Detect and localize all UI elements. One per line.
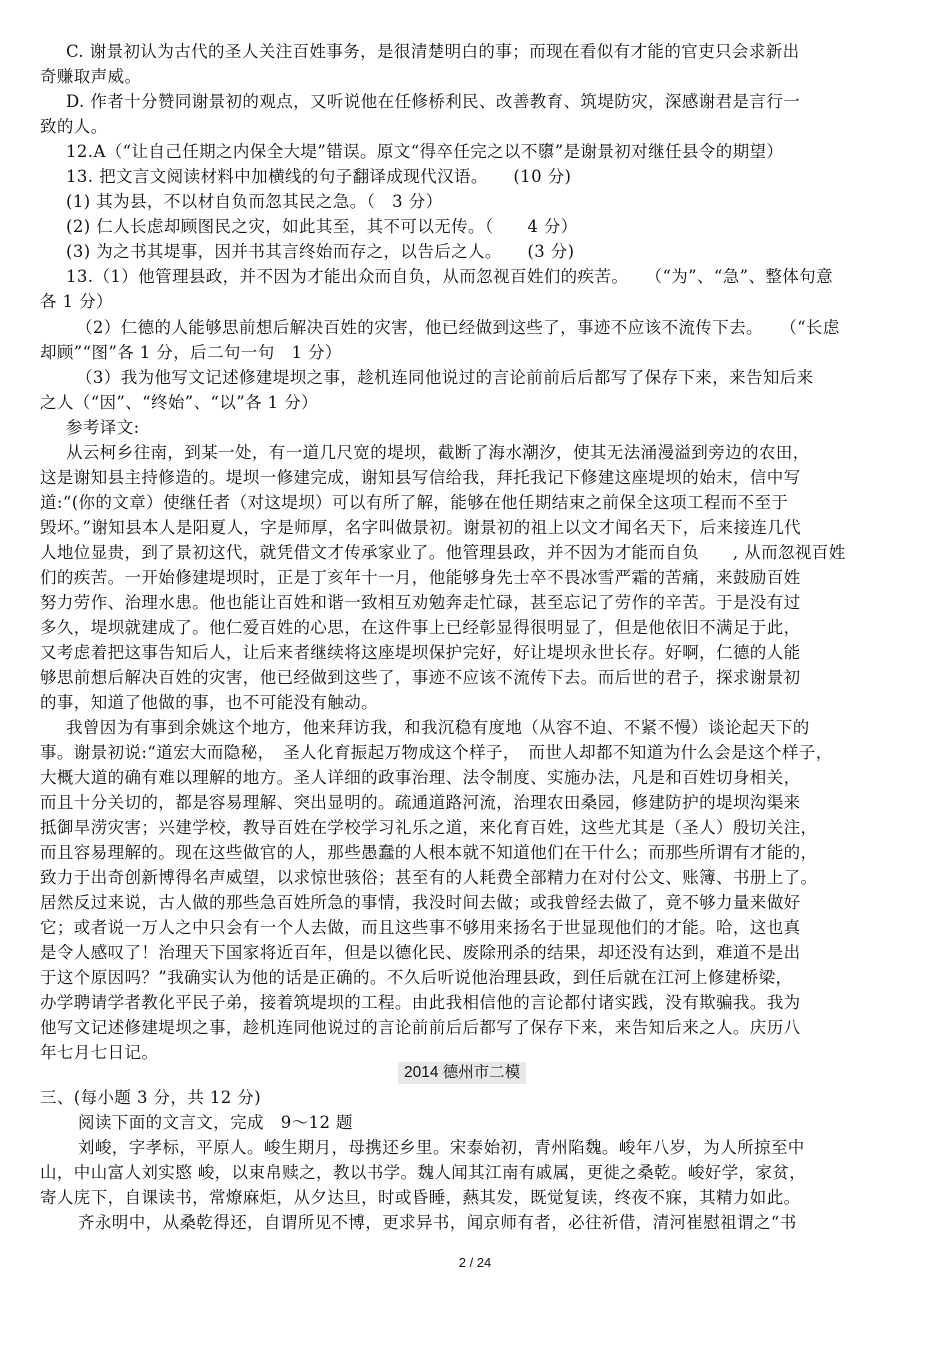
- text-line: 道:“(你的文章）使继任者（对这堤坝）可以有所了解，能够在他任期结束之前保全这项工程而不至于: [40, 493, 789, 512]
- text-line: 抵御旱涝灾害；兴建学校，教导百姓在学校学习礼乐之道，来化育百姓，这些尤其是（圣人）殷切关注，: [40, 818, 818, 837]
- text-line: （3）我为他写文记述修建堤坝之事，趁机连同他说过的言论前前后后都写了保存下来，来告知后来: [76, 368, 814, 387]
- text-line: 又考虑着把这事告知后人，让后来者继续将这座堤坝保护完好，好让堤坝永世长存。好啊，仁德的人能: [40, 643, 801, 662]
- text-line: 山，中山富人刘实愍 峻，以束帛赎之，教以书学。魏人闻其江南有戚属，更徙之桑乾。峻好学，家贫，: [40, 1163, 807, 1182]
- text-line: C. 谢景初认为古代的圣人关注百姓事务，是很清楚明白的事；而现在看似有才能的官吏只会求新出: [66, 42, 800, 61]
- text-line: 这是谢知县主持修造的。堤坝一修建完成，谢知县写信给我，拜托我记下修建这座堤坝的始末，信中写: [40, 468, 801, 487]
- text-line: 办学聘请学者教化平民子弟，接着筑堤坝的工程。由此我相信他的言论都付诸实践，没有欺骗我。我为: [40, 993, 801, 1012]
- text-line: 我曾因为有事到余姚这个地方，他来拜访我，和我沉稳有度地（从容不迫、不紧不慢）谈论起天下的: [66, 718, 810, 737]
- text-line: 而且容易理解的。现在这些做官的人，那些愚蠢的人根本就不知道他们在干什么；而那些所谓有才能的，: [40, 843, 818, 862]
- text-line: (1) 其为县，不以材自负而忽其民之急。（ 3 分）: [66, 192, 443, 211]
- text-line: 奇赚取声威。: [40, 67, 142, 86]
- text-line: 他写文记述修建堤坝之事，趁机连同他说过的言论前前后后都写了保存下来，来告知后来之人。庆历八: [40, 1018, 801, 1037]
- text-line: 而且十分关切的，都是容易理解、突出显明的。疏通道路河流，治理农田桑园，修建防护的堤坝沟渠来: [40, 793, 801, 812]
- section-heading: 2014 德州市二模: [398, 1062, 526, 1084]
- text-line: 们的疾苦。一开始修建堤坝时，正是丁亥年十一月，他能够身先士卒不畏冰雪严霜的苦痛，来鼓励百姓: [40, 568, 801, 587]
- text-line: 12.A（“让自己任期之内保全大堤”错误。原文“得卒任完之以不隳”是谢景初对继任县令的期望）: [66, 142, 784, 161]
- text-line: 于这个原因吗？”我确实认为他的话是正确的。不久后听说他治理县政，到任后就在江河上修建桥梁，: [40, 968, 793, 987]
- text-line: 它；或者说一万人之中只会有一个人去做，而且这些事不够用来扬名于世显现他们的才能。哈，这也真: [40, 918, 801, 937]
- text-line: 人地位显贵，到了景初这代，就凭借文才传承家业了。他管理县政，并不因为才能而自负 , 从而忽视百姓: [40, 543, 846, 562]
- text-line: 之人（“因”、“终始”、“以”各 1 分）: [40, 393, 318, 412]
- text-line: 齐永明中，从桑乾得还，自谓所见不博，更求异书，闻京师有者，必往祈借，清河崔慰祖谓之“书: [78, 1213, 797, 1232]
- section-intro-line: 三、(每小题 3 分，共 12 分): [40, 1088, 262, 1107]
- text-line: (2) 仁人长虑却顾图民之灾，如此其至，其不可以无传。（ 4 分）: [66, 217, 578, 236]
- text-line: 阅读下面的文言文，完成 9～12 题: [78, 1113, 353, 1132]
- text-line: 13.（1）他管理县政，并不因为才能出众而自负，从而忽视百姓们的疾苦。 （“为”、“急”、整体句意: [66, 267, 833, 286]
- text-line: 够思前想后解决百姓的灾害，他已经做到这些了，事迹不应该不流传下去。而后世的君子，探求谢景初: [40, 668, 801, 687]
- text-line: 寄人庑下，自课读书，常燎麻炬，从夕达旦，时或昏睡，爇其发，既觉复读，终夜不寐，其精力如此。: [40, 1188, 801, 1207]
- text-line: 大概大道的确有难以理解的地方。圣人详细的政事治理、法令制度、实施办法，凡是和百姓切身相关，: [40, 768, 801, 787]
- text-line: 致的人。: [40, 117, 108, 136]
- text-line: 致力于出奇创新博得名声威望，以求惊世骇俗；甚至有的人耗费全部精力在对付公文、账簿、书册上了。: [40, 868, 818, 887]
- text-line: 各 1 分）: [40, 292, 113, 311]
- page-number: 2 / 24: [458, 1255, 492, 1270]
- text-line: 参考译文:: [66, 418, 140, 437]
- text-line: D. 作者十分赞同谢景初的观点，又听说他在任修桥利民、改善教育、筑堤防灾，深感谢君是言行一: [66, 92, 801, 111]
- text-line: 刘峻，字孝标，平原人。峻生期月，母携还乡里。宋泰始初，青州陷魏。峻年八岁，为人所掠至中: [78, 1138, 805, 1157]
- text-line: 年七月七日记。: [40, 1043, 159, 1062]
- text-line: 从云柯乡往南，到某一处，有一道几尺宽的堤坝，截断了海水潮汐，使其无法涌漫溢到旁边的农田，: [66, 443, 810, 462]
- text-line: 13. 把文言文阅读材料中加横线的句子翻译成现代汉语。 (10 分): [66, 167, 572, 186]
- text-line: 多久，堤坝就建成了。他仁爱百姓的心思，在这件事上已经彰显得很明显了，但是他依旧不满足于此，: [40, 618, 801, 637]
- text-line: （2）仁德的人能够思前想后解决百姓的灾害，他已经做到这些了，事迹不应该不流传下去。 （“长虑: [76, 318, 840, 337]
- text-line: 的事，知道了他做的事，也不可能没有触动。: [40, 693, 378, 712]
- text-line: 努力劳作、治理水患。他也能让百姓和谐一致相互劝勉奔走忙碌，甚至忘记了劳作的辛苦。于是没有过: [40, 593, 801, 612]
- text-line: 毁坏。”谢知县本人是阳夏人，字是师厚，名字叫做景初。谢景初的祖上以文才闻名天下，后来接连几代: [40, 518, 802, 537]
- text-line: 却顾”“图”各 1 分，后二句一句 1 分）: [40, 343, 342, 362]
- text-line: 是令人感叹了！治理天下国家将近百年，但是以德化民、废除刑杀的结果，却还没有达到，难道不是出: [40, 943, 801, 962]
- text-line: 事。谢景初说:“道宏大而隐秘， 圣人化育振起万物成这个样子， 而世人却都不知道为什么会是这个样子，: [40, 743, 833, 762]
- text-line: (3) 为之书其堤事，因并书其言终始而存之，以告后之人。 (3 分): [66, 242, 575, 261]
- text-line: 居然反过来说，古人做的那些急百姓所急的事情，我没时间去做；或我曾经去做了，竟不够力量来做好: [40, 893, 801, 912]
